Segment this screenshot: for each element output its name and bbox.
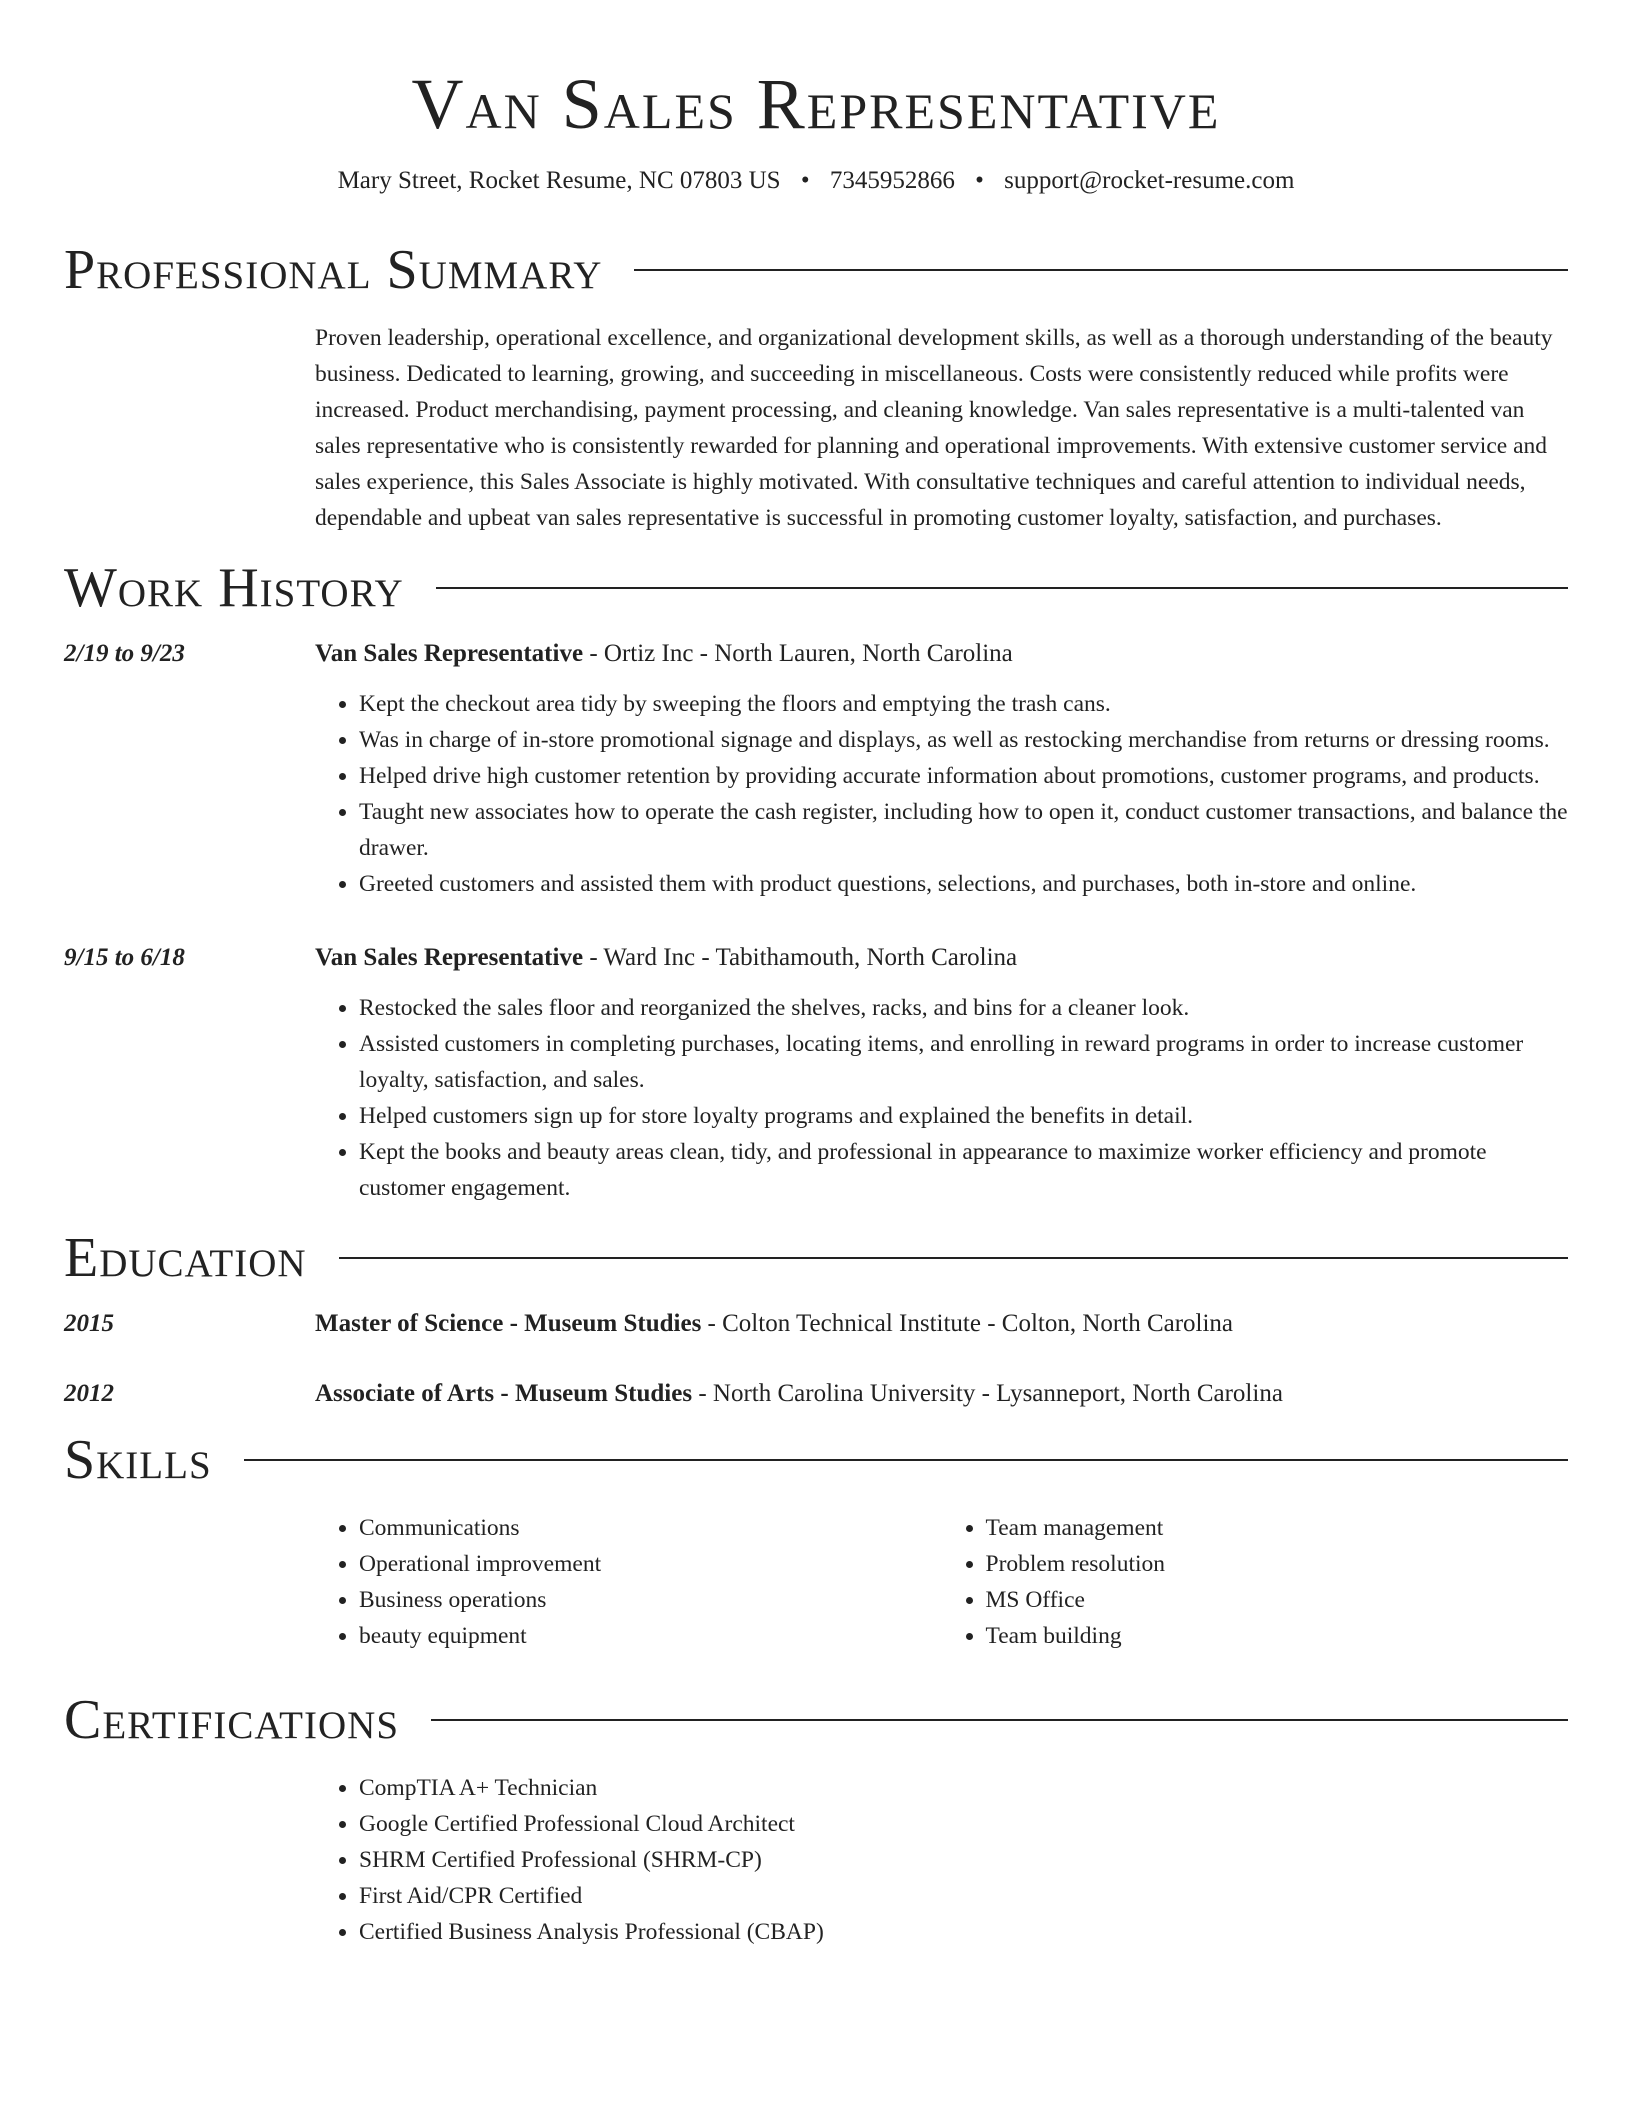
- work-role: Van Sales Representative: [315, 640, 584, 667]
- list-item: • SHRM Certified Professional (SHRM-CP): [359, 1842, 1568, 1878]
- certifications-section-header: [64, 1690, 1568, 1750]
- list-item: • MS Office: [986, 1582, 1569, 1618]
- contact-line: [64, 166, 1568, 196]
- list-item: • Google Certified Professional Cloud Architect: [359, 1806, 1568, 1842]
- education-date: 2015: [64, 1310, 114, 1337]
- list-item: • Kept the checkout area tidy by sweeping the floors and emptying the trash cans.: [359, 686, 1568, 722]
- list-item: • beauty equipment: [359, 1618, 942, 1654]
- education-entry-body: [315, 1376, 1568, 1412]
- list-item: • Team building: [986, 1618, 1569, 1654]
- education-entry-body: [315, 1306, 1568, 1342]
- section-divider: [244, 1459, 1568, 1461]
- resume-name: Van Sales Representative: [411, 64, 1221, 144]
- certifications-heading: Certifications: [64, 1689, 400, 1751]
- work-date: 2/19 to 9/23: [64, 640, 185, 667]
- contact-email: support@rocket-resume.com: [1004, 167, 1295, 194]
- summary-heading: Professional Summary: [64, 239, 603, 301]
- summary-section-header: [64, 240, 1568, 300]
- education-details: - Colton Technical Institute - Colton, North Carolina: [701, 1310, 1234, 1337]
- section-divider: [634, 269, 1568, 271]
- education-entry: [64, 1306, 1568, 1342]
- contact-phone: 7345952866: [829, 167, 955, 194]
- education-title: [315, 1306, 1568, 1342]
- list-item: • Restocked the sales floor and reorganized the shelves, racks, and bins for a cleaner look.: [359, 990, 1568, 1026]
- education-entry: [64, 1376, 1568, 1412]
- contact-separator: •: [975, 167, 984, 194]
- list-item: • Was in charge of in-store promotional signage and displays, as well as restocking merchandise from returns or dressing rooms.: [359, 722, 1568, 758]
- list-item: • Kept the books and beauty areas clean, tidy, and professional in appearance to maximize worker efficiency and promote customer engagement.: [359, 1134, 1568, 1206]
- education-section-header: [64, 1228, 1568, 1288]
- skills-column-right: [942, 1510, 1569, 1654]
- contact-address: Mary Street, Rocket Resume, NC 07803 US: [337, 167, 781, 194]
- list-item: • Helped drive high customer retention by providing accurate information about promotions, customer programs, and products.: [359, 758, 1568, 794]
- list-item: • Problem resolution: [986, 1546, 1569, 1582]
- work-entry: [64, 636, 1568, 902]
- certifications-items: [315, 1770, 1568, 1950]
- list-item: • Operational improvement: [359, 1546, 942, 1582]
- work-section-header: [64, 558, 1568, 618]
- list-item: • Greeted customers and assisted them with product questions, selections, and purchases, both in-store and online.: [359, 866, 1568, 902]
- list-item: • Business operations: [359, 1582, 942, 1618]
- skills-column-left: [315, 1510, 942, 1654]
- list-item: • First Aid/CPR Certified: [359, 1878, 1568, 1914]
- work-bullets: [315, 686, 1568, 902]
- section-divider: [431, 1719, 1568, 1721]
- work-date: 9/15 to 6/18: [64, 944, 185, 971]
- education-degree: Associate of Arts - Museum Studies: [315, 1380, 693, 1407]
- work-title: [315, 940, 1568, 976]
- list-item: • Team management: [986, 1510, 1569, 1546]
- work-details: - Ward Inc - Tabithamouth, North Carolina: [583, 944, 1018, 971]
- work-entry-body: [315, 940, 1568, 1206]
- work-details: - Ortiz Inc - North Lauren, North Carolina: [583, 640, 1013, 667]
- list-item: • Certified Business Analysis Professional (CBAP): [359, 1914, 1568, 1950]
- section-divider: [339, 1257, 1568, 1259]
- education-details: - North Carolina University - Lysanneport, North Carolina: [692, 1380, 1283, 1407]
- education-heading: Education: [64, 1227, 307, 1289]
- work-entry: [64, 940, 1568, 1206]
- skills-heading: Skills: [64, 1429, 212, 1491]
- work-bullets: [315, 990, 1568, 1206]
- list-item: • Helped customers sign up for store loyalty programs and explained the benefits in detail.: [359, 1098, 1568, 1134]
- education-title: [315, 1376, 1568, 1412]
- education-date: 2012: [64, 1380, 114, 1407]
- work-entry-body: [315, 636, 1568, 902]
- contact-separator: •: [800, 167, 810, 194]
- section-divider: [436, 587, 1568, 589]
- work-title: [315, 636, 1568, 672]
- resume-page: [64, 0, 1568, 1950]
- summary-text: Proven leadership, operational excellence, and organizational development skills, as well as a thorough understanding of the beauty business. Dedicated to learning, growing, and succeeding in miscellaneous. Costs were consistently reduced while profits were increased. Product merchandising, payment processing, and cleaning knowledge. Van sales representative is a multi-talented van sales representative who is consistently rewarded for planning and operational improvements. With extensive customer service and sales experience, this Sales Associate is highly motivated. With consultative techniques and careful attention to individual needs, dependable and upbeat van sales representative is successful in promoting customer loyalty, satisfaction, and purchases.: [315, 325, 1553, 531]
- list-item: • Taught new associates how to operate the cash register, including how to open it, conduct customer transactions, and balance the drawer.: [359, 794, 1568, 866]
- work-heading: Work History: [64, 557, 404, 619]
- list-item: • CompTIA A+ Technician: [359, 1770, 1568, 1806]
- skills-grid: [315, 1510, 1568, 1654]
- education-degree: Master of Science - Museum Studies: [315, 1310, 702, 1337]
- list-item: • Communications: [359, 1510, 942, 1546]
- skills-section-header: [64, 1430, 1568, 1490]
- certifications-list: [315, 1770, 1568, 1950]
- list-item: • Assisted customers in completing purchases, locating items, and enrolling in reward programs in order to increase customer loyalty, satisfaction, and sales.: [359, 1026, 1568, 1098]
- work-role: Van Sales Representative: [315, 944, 584, 971]
